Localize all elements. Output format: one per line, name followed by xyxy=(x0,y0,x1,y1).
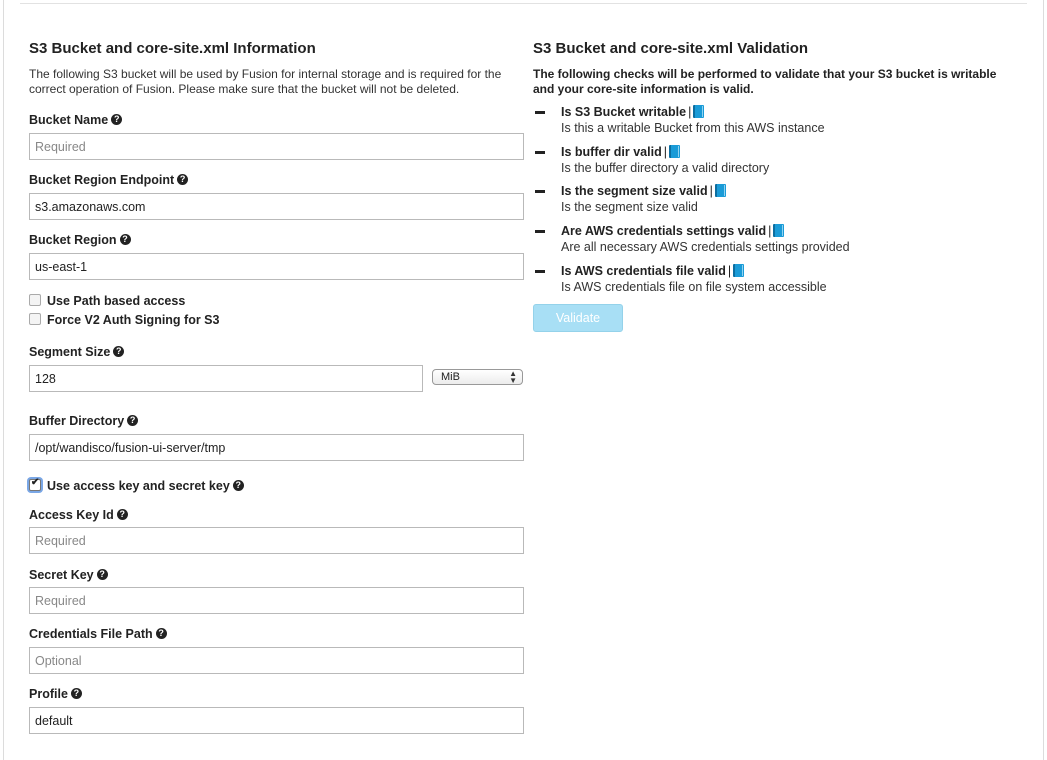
bucket-name-label: Bucket Name ? xyxy=(29,113,122,127)
top-divider xyxy=(20,3,1027,4)
book-icon[interactable] xyxy=(733,264,744,277)
help-icon[interactable]: ? xyxy=(156,628,167,639)
help-icon[interactable]: ? xyxy=(120,234,131,245)
profile-input[interactable] xyxy=(29,707,524,734)
use-access-key-checkbox[interactable] xyxy=(29,479,41,491)
segment-size-label: Segment Size ? xyxy=(29,345,124,359)
bucket-region-endpoint-label: Bucket Region Endpoint ? xyxy=(29,173,188,187)
buffer-directory-input[interactable] xyxy=(29,434,524,461)
help-icon[interactable]: ? xyxy=(117,509,128,520)
book-icon[interactable] xyxy=(693,105,704,118)
select-arrows-icon: ▲ ▼ xyxy=(509,369,517,385)
help-icon[interactable]: ? xyxy=(113,346,124,357)
use-access-key-row: ✔Use access key and secret key ? xyxy=(29,479,244,493)
credentials-file-path-label: Credentials File Path ? xyxy=(29,627,167,641)
validation-description: The following checks will be performed to validate that your S3 bucket is writable and your core-site information is valid. xyxy=(533,67,997,96)
secret-key-label: Secret Key ? xyxy=(29,568,108,582)
bucket-name-input[interactable] xyxy=(29,133,524,160)
profile-label: Profile ? xyxy=(29,687,82,701)
credentials-file-path-input[interactable] xyxy=(29,647,524,674)
secret-key-input[interactable] xyxy=(29,587,524,614)
access-key-id-label: Access Key Id ? xyxy=(29,508,128,522)
help-icon[interactable]: ? xyxy=(71,688,82,699)
status-dash-icon xyxy=(535,270,545,273)
help-icon[interactable]: ? xyxy=(127,415,138,426)
info-title: S3 Bucket and core-site.xml Information xyxy=(29,40,316,57)
book-icon[interactable] xyxy=(773,224,784,237)
bucket-region-input[interactable] xyxy=(29,253,524,280)
help-icon[interactable]: ? xyxy=(97,569,108,580)
use-path-access-checkbox[interactable] xyxy=(29,294,41,306)
use-path-access-row: Use Path based access xyxy=(29,294,185,308)
bucket-region-endpoint-input[interactable] xyxy=(29,193,524,220)
help-icon[interactable]: ? xyxy=(177,174,188,185)
book-icon[interactable] xyxy=(669,145,680,158)
help-icon[interactable]: ? xyxy=(233,480,244,491)
force-v2-row: Force V2 Auth Signing for S3 xyxy=(29,313,219,327)
help-icon[interactable]: ? xyxy=(111,114,122,125)
segment-unit-select[interactable]: MiB ▲ ▼ xyxy=(432,369,523,385)
access-key-id-input[interactable] xyxy=(29,527,524,554)
bucket-region-label: Bucket Region ? xyxy=(29,233,131,247)
validation-title: S3 Bucket and core-site.xml Validation xyxy=(533,40,809,57)
status-dash-icon xyxy=(535,190,545,193)
force-v2-checkbox[interactable] xyxy=(29,313,41,325)
segment-size-input[interactable] xyxy=(29,365,423,392)
buffer-directory-label: Buffer Directory ? xyxy=(29,414,138,428)
status-dash-icon xyxy=(535,230,545,233)
book-icon[interactable] xyxy=(715,184,726,197)
validate-button[interactable]: Validate xyxy=(533,304,623,332)
status-dash-icon xyxy=(535,151,545,154)
status-dash-icon xyxy=(535,111,545,114)
info-description: The following S3 bucket will be used by Fusion for internal storage and is required for the correct operation of Fusion. Please make sure that the bucket will not be deleted. xyxy=(29,67,502,96)
